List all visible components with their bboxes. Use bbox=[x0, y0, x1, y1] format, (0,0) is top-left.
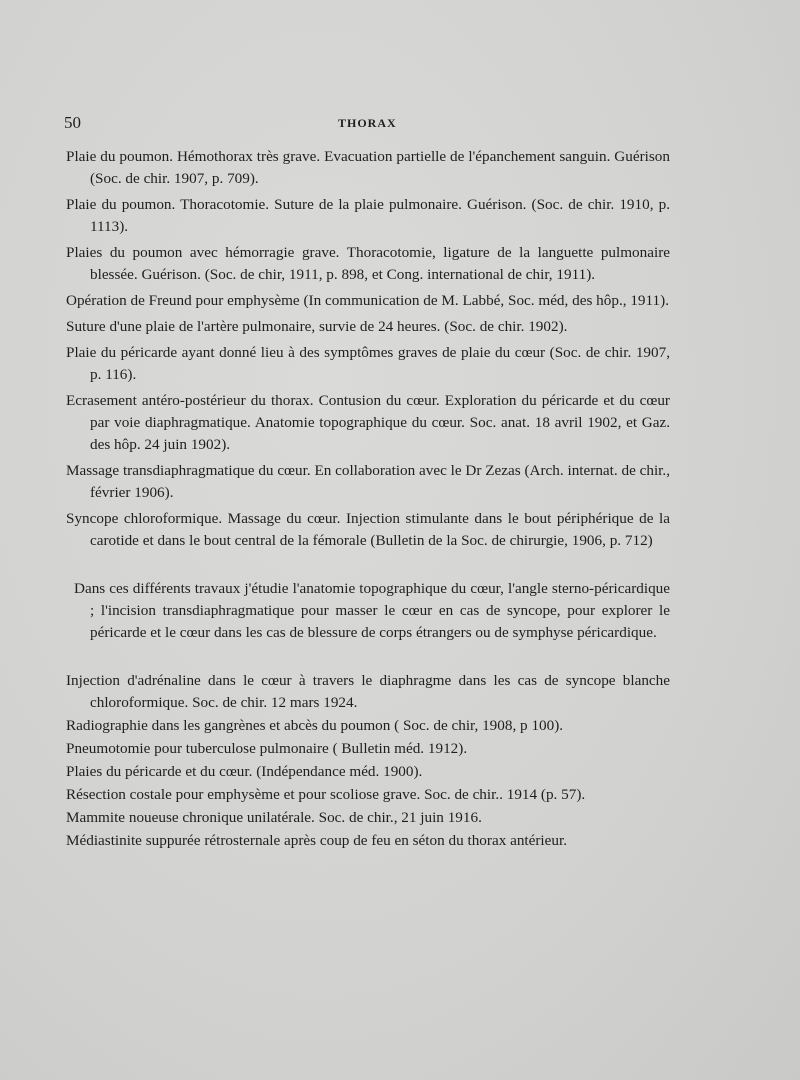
publication-entry: Plaie du péricarde ayant donné lieu à des symptômes graves de plaie du cœur (Soc. de chir. 1907, p. 116). bbox=[66, 344, 670, 383]
page-body bbox=[66, 146, 670, 853]
publication-entry: Suture d'une plaie de l'artère pulmonaire, survie de 24 heures. (Soc. de chir. 1902). bbox=[66, 318, 568, 335]
publication-entry: Mammite noueuse chronique unilatérale. Soc. de chir., 21 juin 1916. bbox=[66, 809, 482, 826]
publication-list bbox=[66, 146, 670, 552]
publication-entry: Médiastinite suppurée rétrosternale après coup de feu en séton du thorax antérieur. bbox=[66, 832, 568, 849]
publication-entry: Plaie du poumon. Hémothorax très grave. Evacuation partielle de l'épanchement sanguin. Guérison (Soc. de chir. 1907, p. 709). bbox=[66, 148, 670, 187]
publication-entry: Plaies du péricarde et du cœur. (Indépendance méd. 1900). bbox=[66, 763, 423, 780]
publication-entry: Ecrasement antéro-postérieur du thorax. Contusion du cœur. Exploration du péricarde et du cœur par voie diaphragmatique. Anatomie topographique du cœur. Soc. anat. 18 avril 1902, et Gaz. des hôp. 24 juin 1902). bbox=[66, 392, 670, 453]
publication-entry: Injection d'adrénaline dans le cœur à travers le diaphragme dans les cas de syncope blanche chloroformique. Soc. de chir. 12 mars 1924. bbox=[66, 672, 670, 711]
publication-entry: Pneumotomie pour tuberculose pulmonaire ( Bulletin méd. 1912). bbox=[66, 740, 468, 757]
summary-paragraph: Dans ces différents travaux j'étudie l'anatomie topographique du cœur, l'angle sterno-péricardique ; l'incision transdiaphragmatique pour masser le cœur en cas de syncope, pour explorer le péricarde et le cœur dans les cas de blessure de corps étrangers ou de symphyse péricardique. bbox=[74, 580, 670, 641]
publication-list-2 bbox=[66, 670, 670, 852]
publication-entry: Plaies du poumon avec hémorragie grave. Thoracotomie, ligature de la languette pulmonaire blessée. Guérison. (Soc. de chir, 1911, p. 898, et Cong. international de chir, 1911). bbox=[66, 244, 670, 283]
publication-entry: Résection costale pour emphysème et pour scoliose grave. Soc. de chir.. 1914 (p. 57). bbox=[66, 786, 586, 803]
running-head: THORAX bbox=[338, 116, 397, 130]
page-number: 50 bbox=[64, 113, 81, 132]
page-header bbox=[64, 113, 754, 135]
publication-entry: Radiographie dans les gangrènes et abcès du poumon ( Soc. de chir, 1908, p 100). bbox=[66, 717, 564, 734]
publication-entry: Syncope chloroformique. Massage du cœur. Injection stimulante dans le bout périphérique de la carotide et dans le bout central de la fémorale (Bulletin de la Soc. de chirurgie, 1906, p. 712) bbox=[66, 510, 670, 549]
publication-entry: Opération de Freund pour emphysème (In communication de M. Labbé, Soc. méd, des hôp., 1911). bbox=[66, 292, 669, 309]
publication-entry: Plaie du poumon. Thoracotomie. Suture de la plaie pulmonaire. Guérison. (Soc. de chir. 1910, p. 1113). bbox=[66, 196, 670, 235]
publication-entry: Massage transdiaphragmatique du cœur. En collaboration avec le Dr Zezas (Arch. internat. de chir., février 1906). bbox=[66, 462, 670, 501]
